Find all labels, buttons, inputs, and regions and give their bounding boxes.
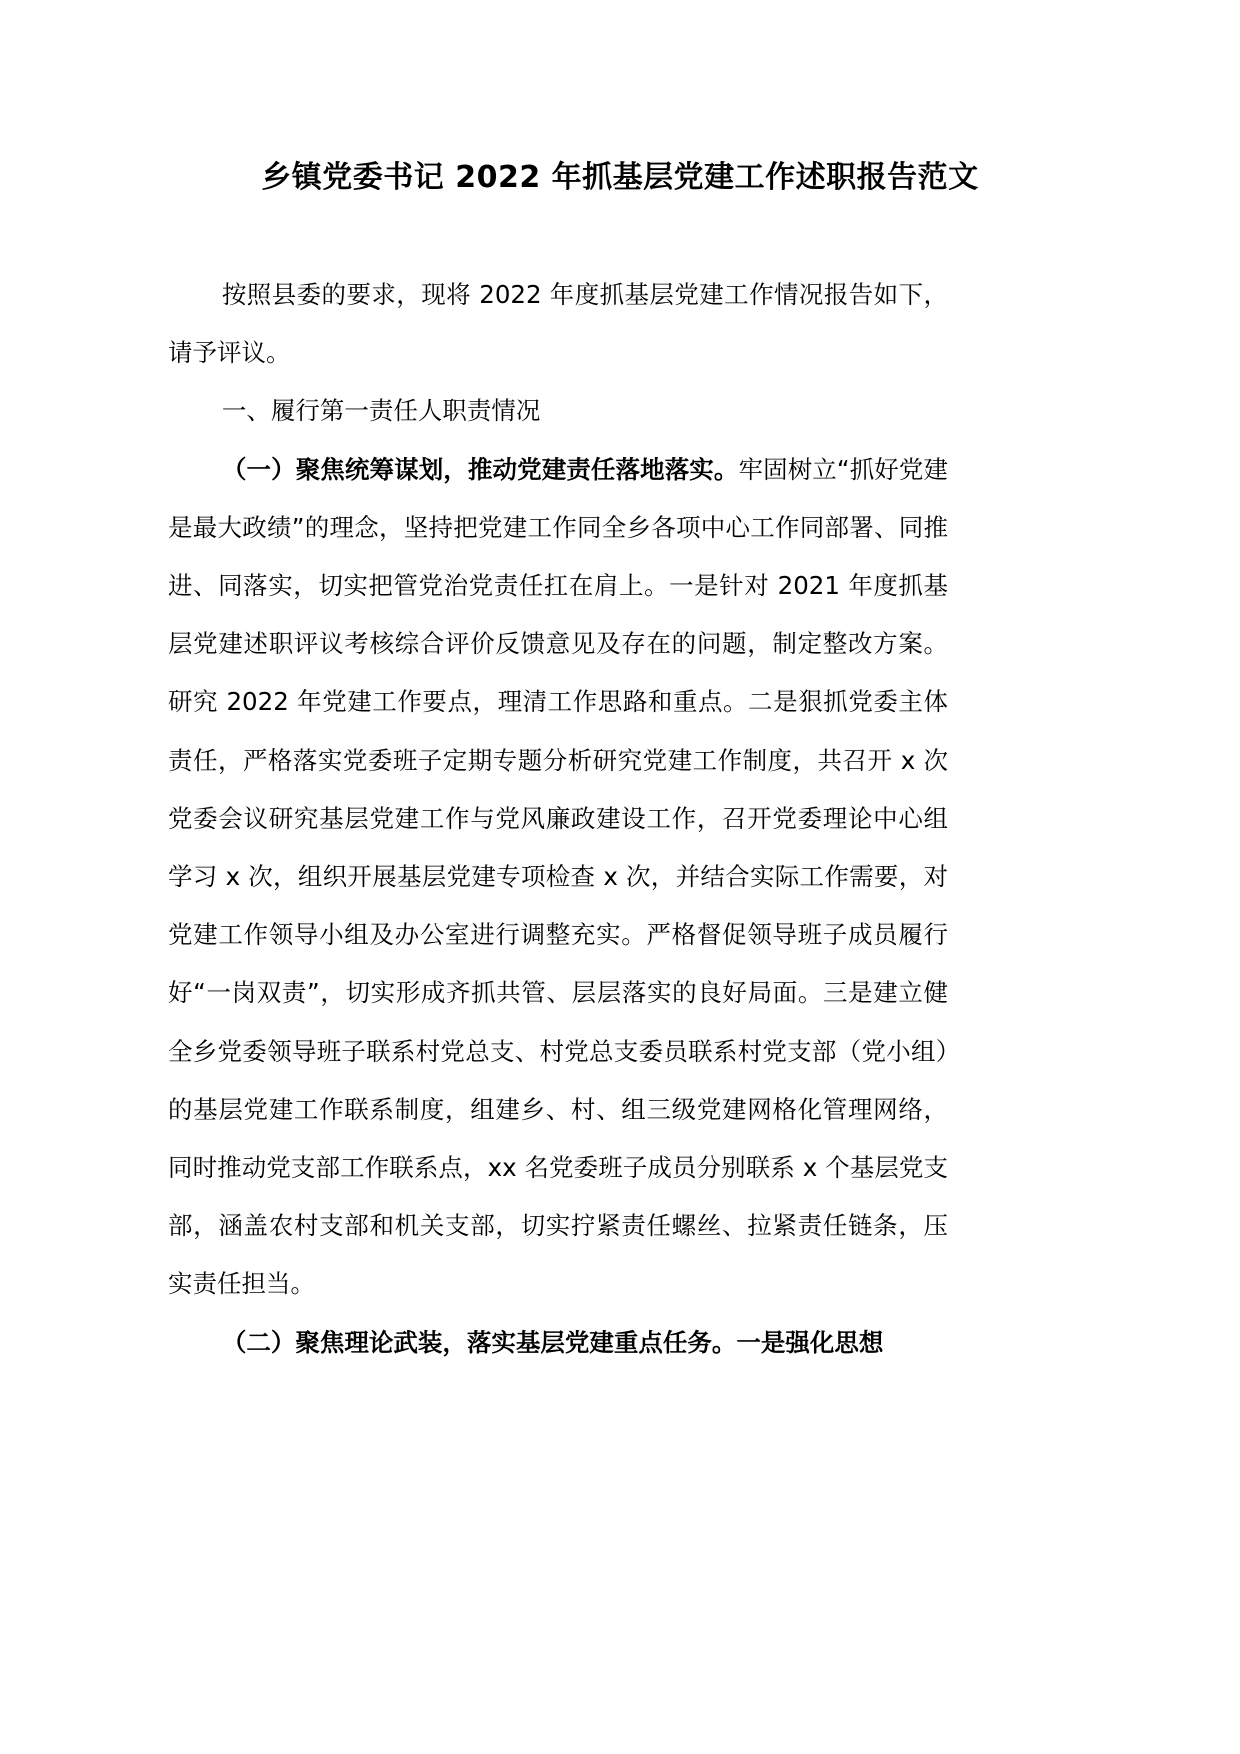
- document-body: [168, 266, 948, 1372]
- section-heading-1: 一、履行第一责任人职责情况: [221, 396, 541, 426]
- subsection-1-paragraph: [168, 441, 948, 1314]
- intro-paragraph: 按照县委的要求，现将 2022 年度抓基层党建工作情况报告如下，请予评议。: [168, 280, 948, 368]
- subsection-2-paragraph: [168, 1314, 948, 1372]
- subsection-1-text: 牢固树立“抓好党建是最大政绩”的理念，坚持把党建工作同全乡各项中心工作同部署、同推进、同落实，切实把管党治党责任扛在肩上。一是针对 2021 年度抓基层党建述职评议考核综合评价反馈意见及存在的问题，制定整改方案。研究 2022 年党建工作要点，理清工作思路和重点。二是狠抓党委主体责任，严格落实党委班子定期专题分析研究党建工作制度，共召开 x 次党委会议研究基层党建工作与党风廉政建设工作，召开党委理论中心组学习 x 次，组织开展基层党建专项检查 x 次，并结合实际工作需要，对党建工作领导小组及办公室进行调整充实。严格督促领导班子成员履行好“一岗双责”，切实形成齐抓共管、层层落实的良好局面。三是建立健全乡党委领导班子联系村党总支、村党总支委员联系村党支部（党小组）的基层党建工作联系制度，组建乡、村、组三级党建网格化管理网络，同时推动党支部工作联系点，xx 名党委班子成员分别联系 x 个基层党支部，涵盖农村支部和机关支部，切实拧紧责任螺丝、拉紧责任链条，压实责任担当。: [168, 454, 948, 1299]
- subsection-2-lead: （二）聚焦理论武装，落实基层党建重点任务。一是强化思想: [221, 1327, 884, 1357]
- subsection-1-lead: （一）聚焦统筹谋划，推动党建责任落地落实。: [221, 454, 739, 484]
- document-title: 乡镇党委书记 2022 年抓基层党建工作述职报告范文: [261, 160, 979, 195]
